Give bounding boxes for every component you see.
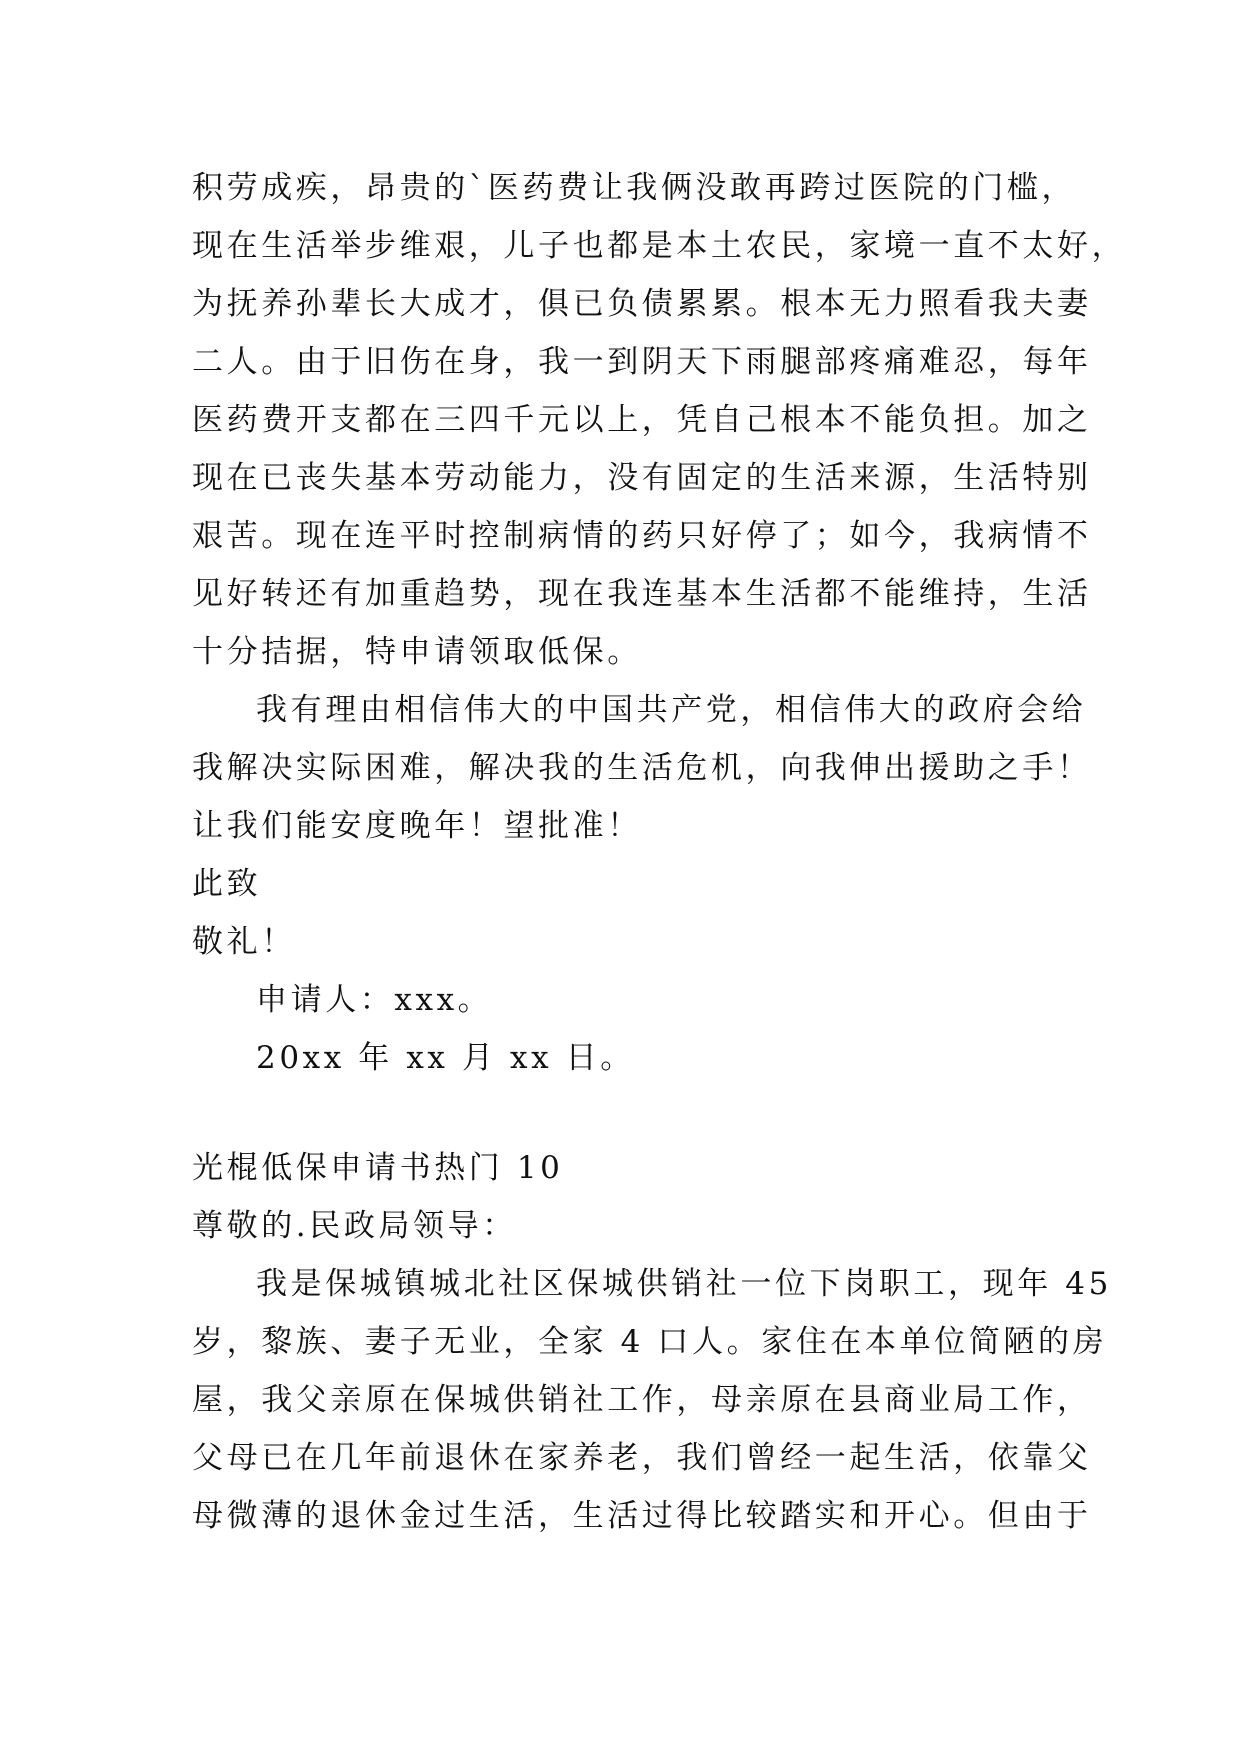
body-text-line: 十分拮据，特申请领取低保。 bbox=[192, 634, 642, 670]
body-text-line: 我有理由相信伟大的中国共产党，相信伟大的政府会给 bbox=[256, 692, 1087, 728]
salutation: 尊敬的.民政局领导： bbox=[192, 1208, 517, 1244]
body-text-line: 见好转还有加重趋势，现在我连基本生活都不能维持，生活 bbox=[192, 576, 1092, 612]
body-text-line: 岁，黎族、妻子无业，全家 4 口人。家住在本单位简陋的房 bbox=[192, 1324, 1108, 1360]
closing-jingli: 敬礼！ bbox=[192, 924, 296, 960]
body-text-line: 现在已丧失基本劳动能力，没有固定的生活来源，生活特别 bbox=[192, 460, 1092, 496]
body-text-line: 积劳成疾，昂贵的`医药费让我俩没敢再跨过医院的门槛， bbox=[192, 170, 1077, 206]
body-text-line: 屋，我父亲原在保城供销社工作，母亲原在县商业局工作， bbox=[192, 1382, 1092, 1418]
body-text-line: 艰苦。现在连平时控制病情的药只好停了；如今，我病情不 bbox=[192, 518, 1092, 554]
body-text-line: 二人。由于旧伤在身，我一到阴天下雨腿部疼痛难忍，每年 bbox=[192, 344, 1092, 380]
body-text-line: 我解决实际困难，解决我的生活危机，向我伸出援助之手！ bbox=[192, 750, 1092, 786]
body-text-line: 为抚养孙辈长大成才，俱已负债累累。根本无力照看我夫妻 bbox=[192, 286, 1092, 322]
application-date: 20xx 年 xx 月 xx 日。 bbox=[256, 1040, 635, 1076]
body-text-line: 母微薄的退休金过生活，生活过得比较踏实和开心。但由于 bbox=[192, 1498, 1092, 1534]
body-text-line: 让我们能安度晚年！望批准！ bbox=[192, 808, 642, 844]
applicant-signature: 申请人：xxx。 bbox=[256, 982, 493, 1018]
body-text-line: 医药费开支都在三四千元以上，凭自己根本不能负担。加之 bbox=[192, 402, 1092, 438]
body-text-line: 我是保城镇城北社区保城供销社一位下岗职工，现年 45 bbox=[256, 1266, 1112, 1302]
body-text-line: 现在生活举步维艰，儿子也都是本土农民，家境一直不太好， bbox=[192, 228, 1127, 264]
section-title: 光棍低保申请书热门 10 bbox=[192, 1150, 564, 1186]
closing-cizhi: 此致 bbox=[192, 866, 262, 902]
body-text-line: 父母已在几年前退休在家养老，我们曾经一起生活，依靠父 bbox=[192, 1440, 1092, 1476]
